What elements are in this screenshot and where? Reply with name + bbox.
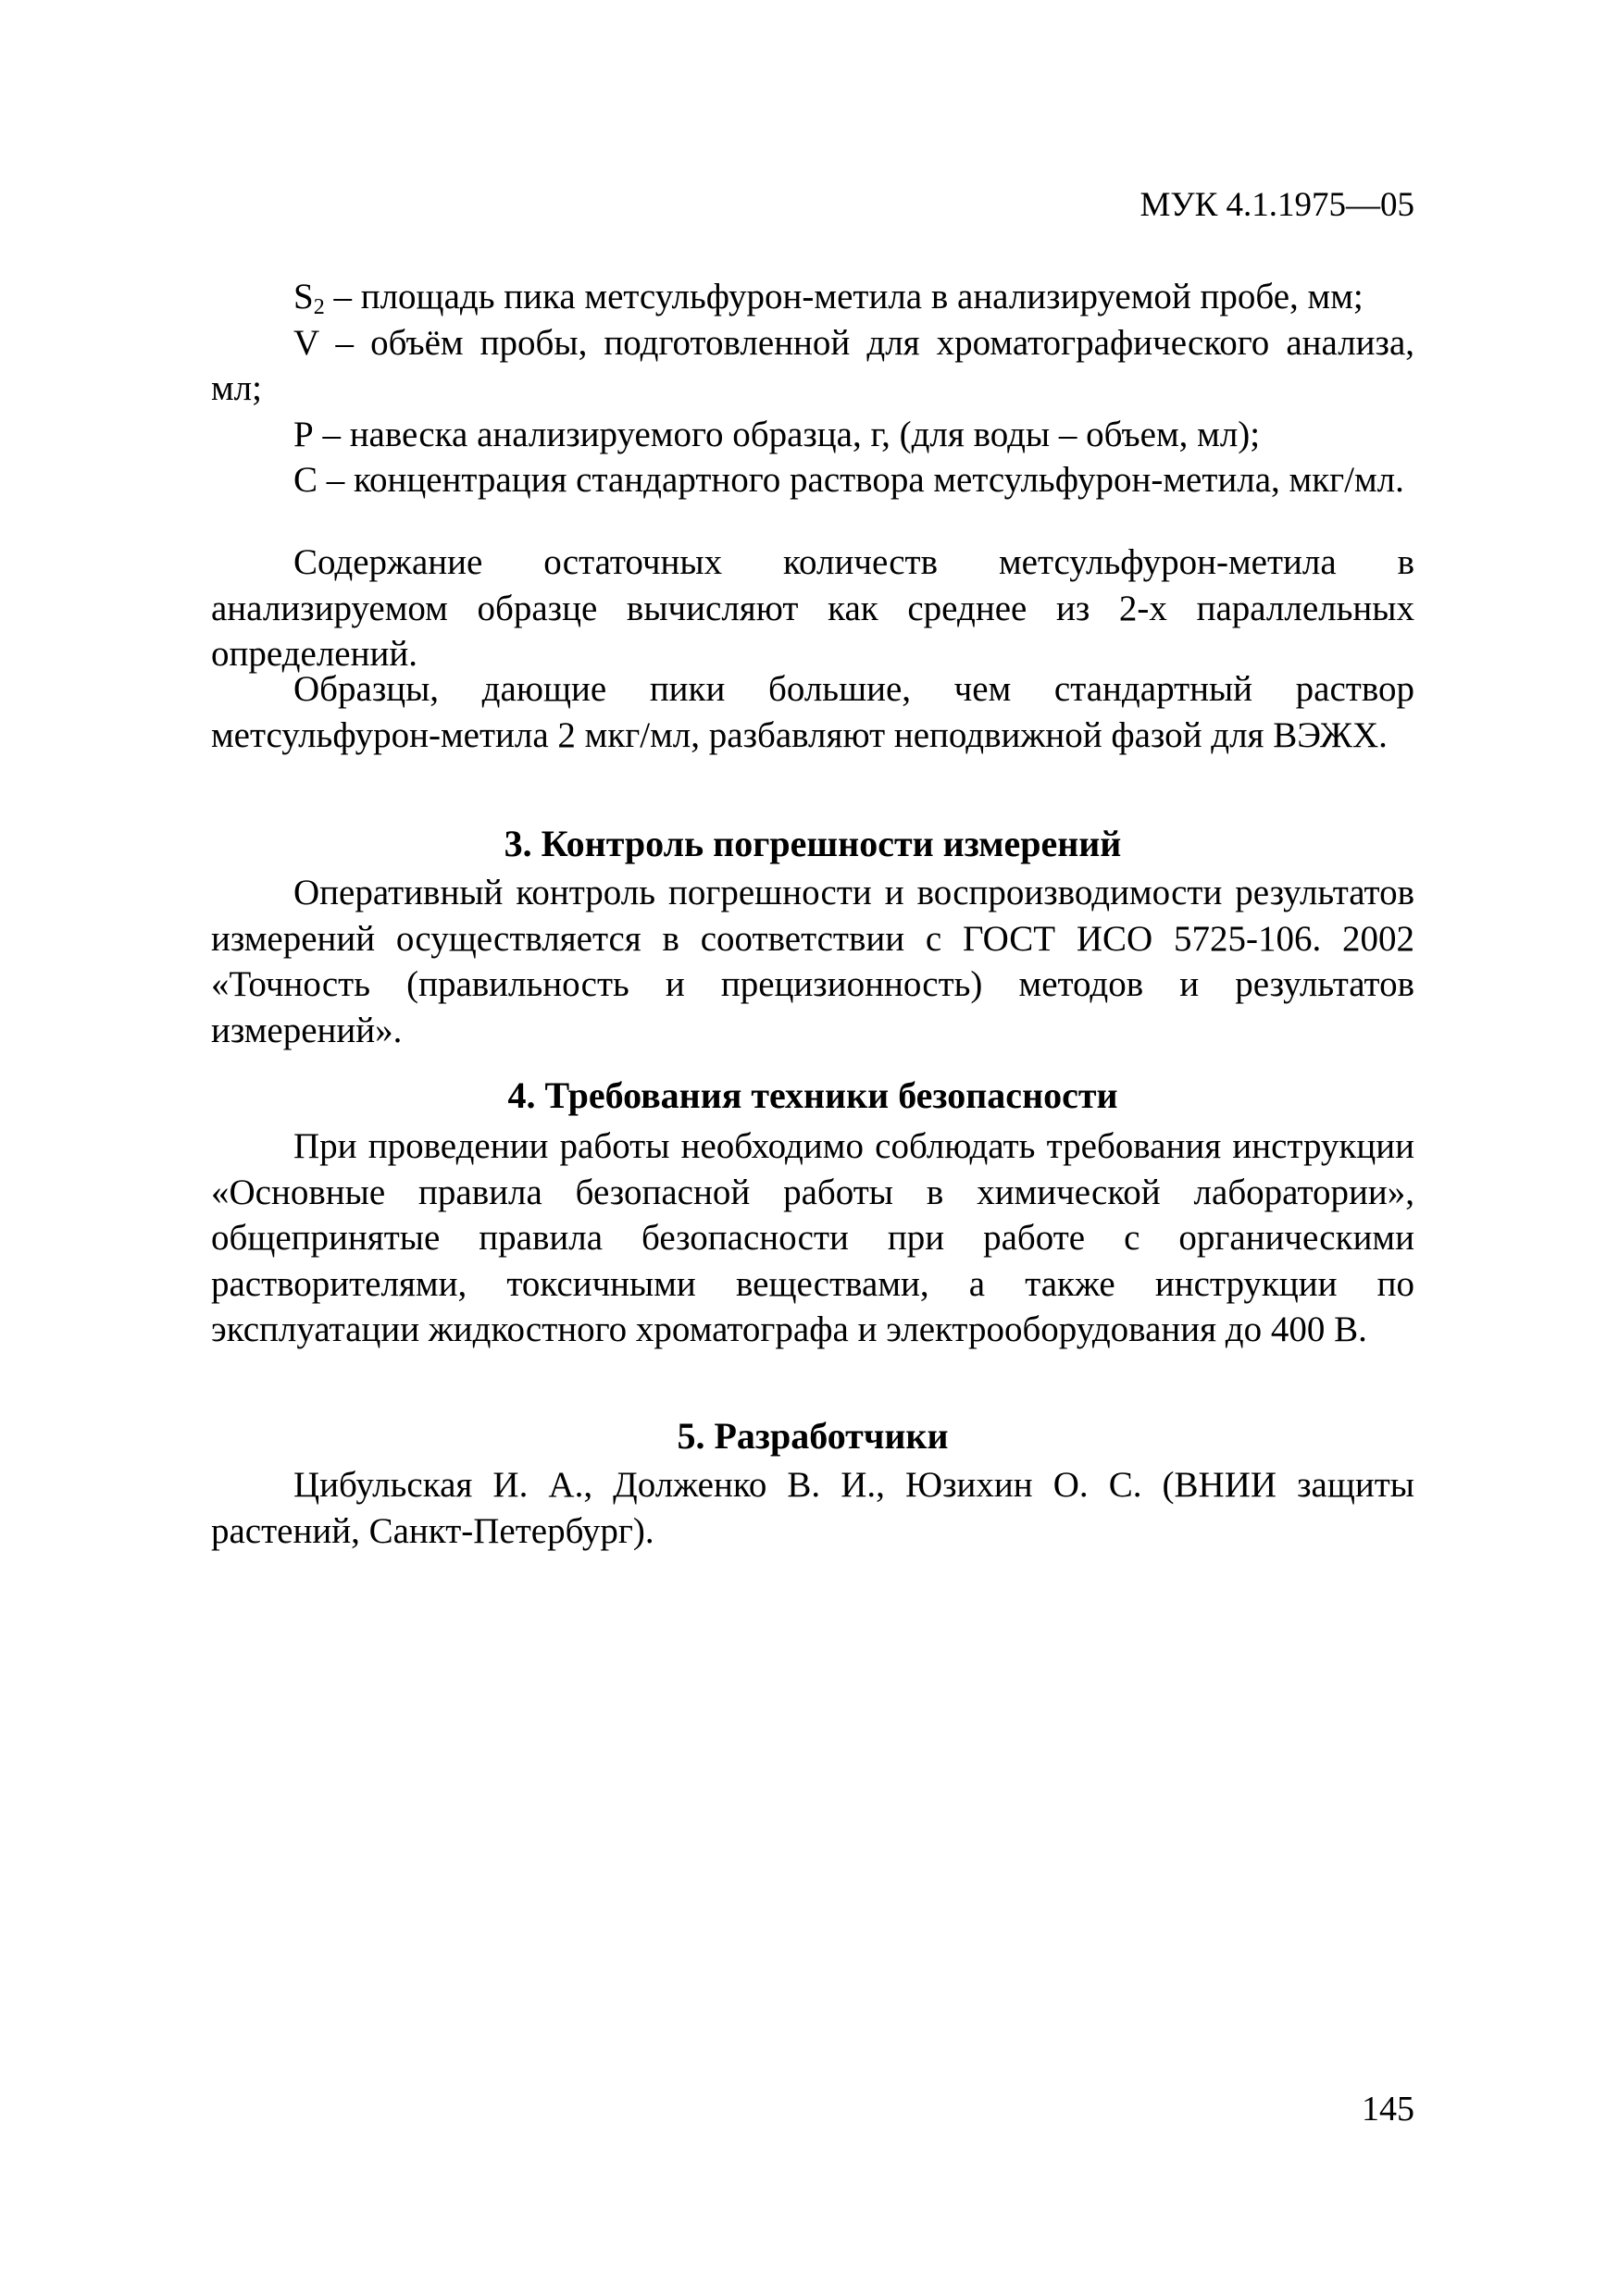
section-developers-block	[211, 1462, 1414, 1554]
definition-s2	[211, 274, 1414, 320]
section-heading-safety-block	[211, 1072, 1414, 1120]
section-safety-block	[211, 1123, 1414, 1353]
definition-p: Р – навеска анализируемого образца, г, (для воды – объем, мл);	[293, 414, 1261, 454]
definition-v: V – объём пробы, подготовленной для хроматографического анализа, мл;	[211, 322, 1414, 408]
section-control-text: Оперативный контроль погрешности и воспроизводимости результатов измерений осуществляется в соответствии с ГОСТ ИСО 5725-106. 2002 «Точность (правильность и прецизионность) методов и результатов измерений».	[211, 873, 1414, 1050]
definition-c: С – концентрация стандартного раствора метсульфурон-метила, мкг/мл.	[293, 460, 1404, 500]
section-heading-control-block	[211, 820, 1414, 868]
samples-paragraph-block	[211, 666, 1414, 758]
section-heading-developers: 5. Разработчики	[677, 1415, 949, 1457]
content-paragraph-block	[211, 540, 1414, 677]
section-control-block	[211, 870, 1414, 1053]
variable-definitions	[211, 274, 1414, 503]
s2-subscript: 2	[313, 295, 325, 319]
page-number: 145	[1362, 2090, 1414, 2128]
s2-symbol: S	[293, 277, 314, 316]
section-safety-text: При проведении работы необходимо соблюдать требования инструкции «Основные правила безопасной работы в химической лаборатории», общепринятые правила безопасности при работе с органическими растворителями, токсичными веществами, а также инструкции по эксплуатации жидкостного хроматографа и электрооборудования до 400 В.	[211, 1126, 1414, 1349]
document-code: МУК 4.1.1975—05	[1140, 186, 1414, 224]
s2-description: – площадь пика метсульфурон-метила в анализируемой пробе, мм;	[324, 277, 1364, 316]
content-paragraph: Содержание остаточных количеств метсульфурон-метила в анализируемом образце вычисляют как среднее из 2-х параллельных определений.	[211, 542, 1414, 674]
section-heading-developers-block	[211, 1412, 1414, 1460]
samples-paragraph: Образцы, дающие пики большие, чем стандартный раствор метсульфурон-метила 2 мкг/мл, разбавляют неподвижной фазой для ВЭЖХ.	[211, 669, 1414, 755]
section-developers-text: Цибульская И. А., Долженко В. И., Юзихин О. С. (ВНИИ защиты растений, Санкт-Петербург).	[211, 1465, 1414, 1551]
section-heading-control: 3. Контроль погрешности измерений	[504, 823, 1122, 864]
section-heading-safety: 4. Требования техники безопасности	[507, 1074, 1118, 1116]
